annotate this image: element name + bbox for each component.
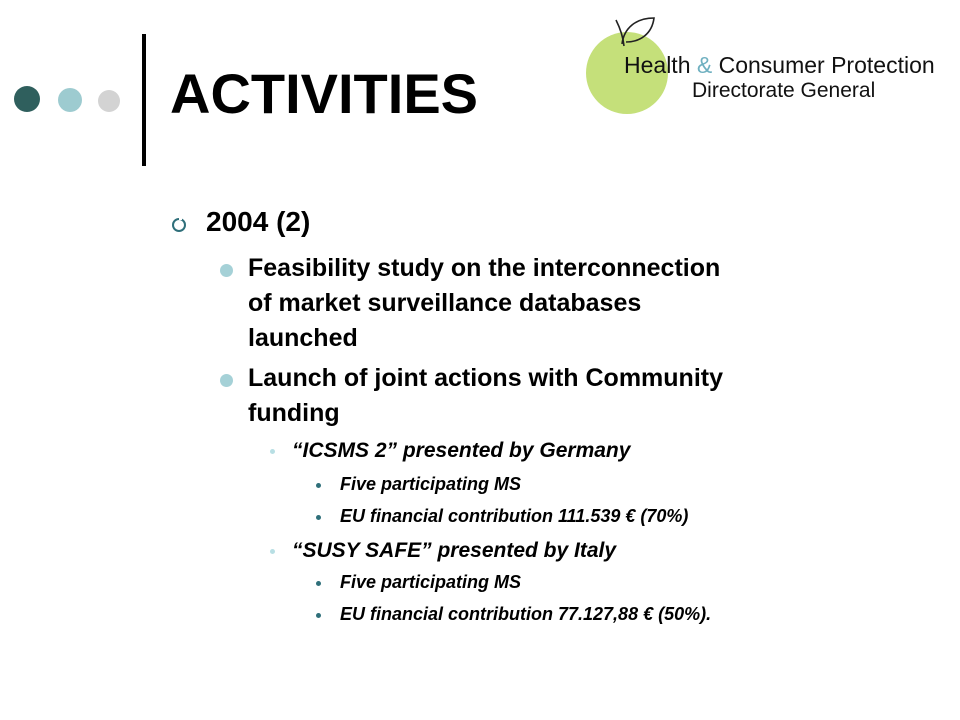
bullet-item [248, 251, 720, 356]
level4-bullet-icon [316, 613, 321, 618]
sub-bullet-item: “SUSY SAFE” presented by Italy [292, 539, 617, 562]
bullet-line: funding [248, 399, 340, 427]
level4-bullet-icon [316, 483, 321, 488]
section-heading: 2004 (2) [206, 206, 311, 237]
bullet-line: Feasibility study on the interconnection [248, 254, 721, 282]
decor-dot-dark [14, 86, 40, 112]
dg-logo [584, 14, 954, 110]
logo-text-health: Health [624, 52, 697, 78]
level4-bullet-icon [316, 515, 321, 520]
logo-text-consumer: Consumer Protection [712, 52, 935, 78]
logo-text-line2: Directorate General [692, 79, 876, 102]
level1-bullet-icon [172, 218, 186, 232]
level2-bullet-icon [220, 374, 233, 387]
bullet-line: of market surveillance databases [248, 289, 642, 317]
bullet-line: launched [248, 324, 358, 352]
decor-dot-light [58, 88, 82, 112]
leaf-icon [614, 14, 664, 54]
slide-title: ACTIVITIES [170, 62, 479, 125]
level4-bullet-icon [316, 581, 321, 586]
logo-text-line1 [624, 54, 935, 77]
sub-bullet-item: “ICSMS 2” presented by Germany [292, 439, 631, 462]
bullet-line: Launch of joint actions with Community [248, 364, 723, 392]
detail-item: Five participating MS [340, 572, 522, 592]
detail-item: EU financial contribution 111.539 € (70%) [340, 506, 689, 526]
level3-bullet-icon [270, 549, 275, 554]
decor-dot-grey [98, 90, 120, 112]
level3-bullet-icon [270, 449, 275, 454]
level2-bullet-icon [220, 264, 233, 277]
detail-item: EU financial contribution 77.127,88 € (50%). [340, 604, 712, 624]
title-divider [142, 34, 146, 166]
bullet-item [248, 361, 723, 431]
logo-ampersand: & [696, 52, 713, 78]
detail-item: Five participating MS [340, 474, 522, 494]
